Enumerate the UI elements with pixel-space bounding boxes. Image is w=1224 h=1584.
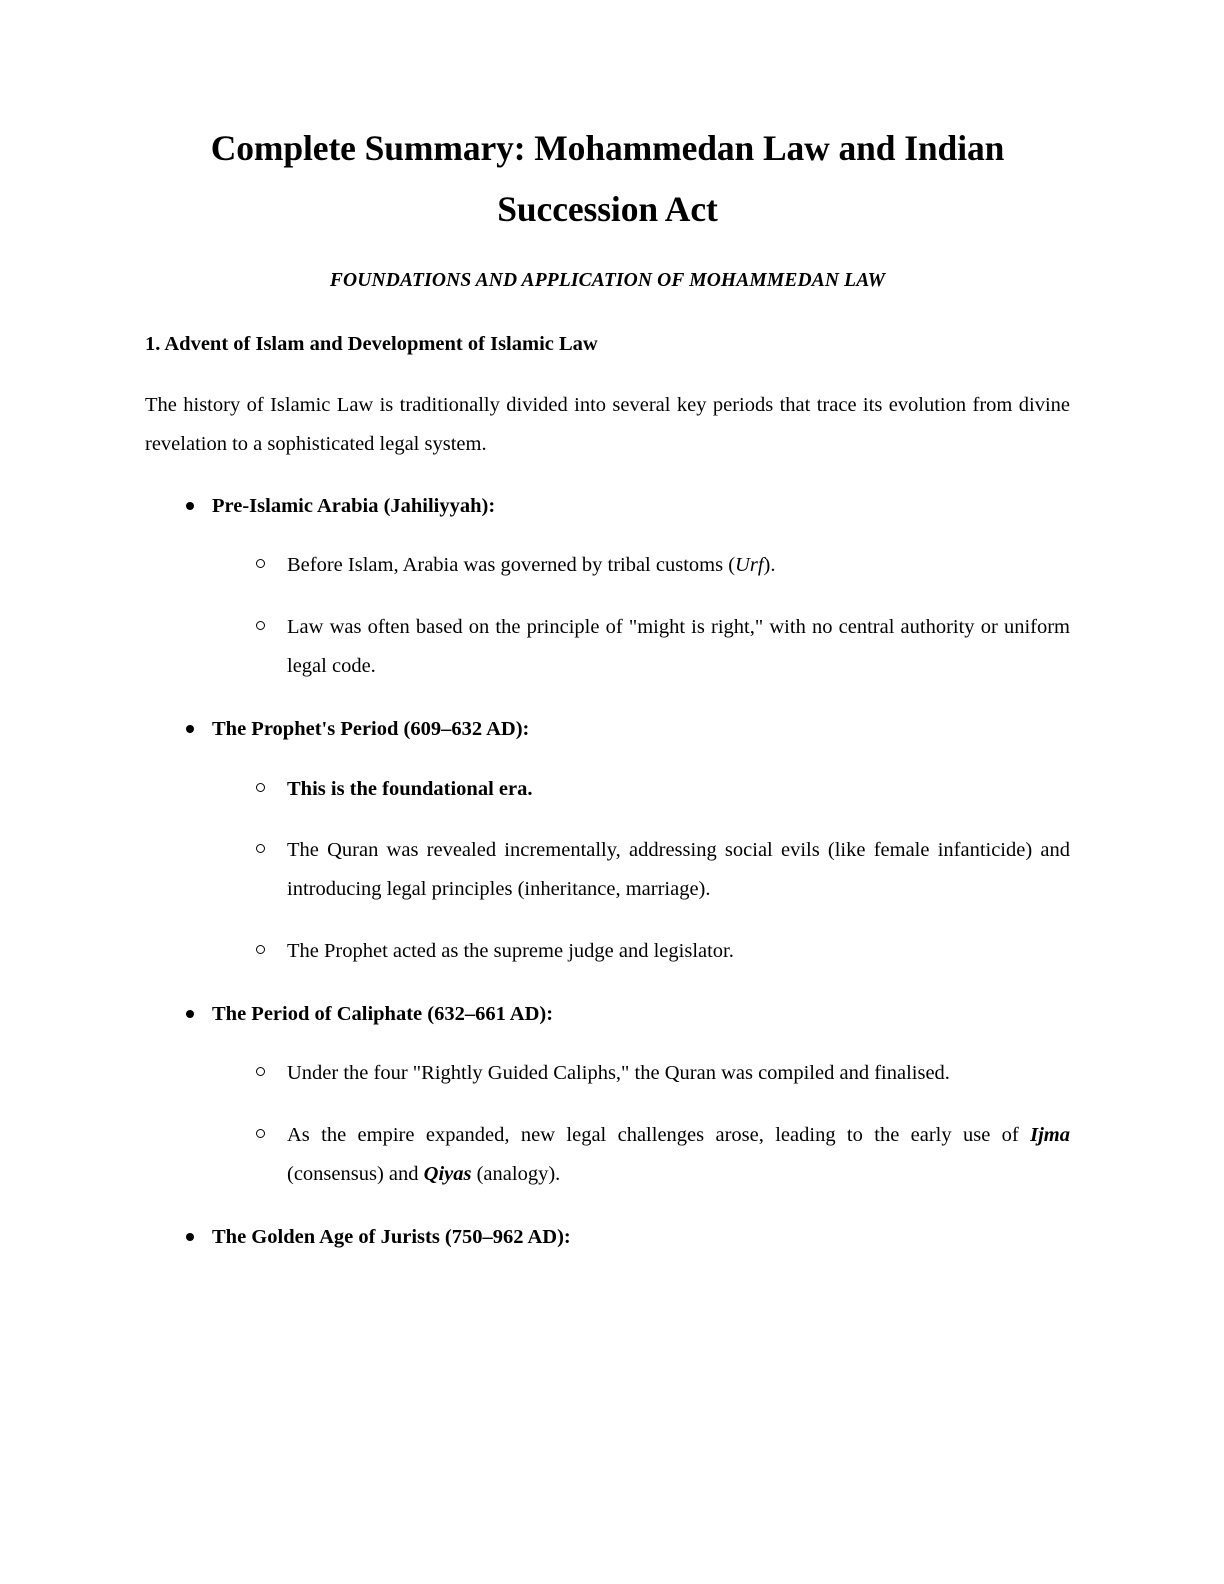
bullet-circle-icon (256, 1129, 265, 1138)
list-item-label: The Prophet's Period (609–632 AD): (212, 718, 530, 741)
document-subtitle: FOUNDATIONS AND APPLICATION OF MOHAMMEDAN LAW (329, 270, 886, 292)
sub-list (212, 770, 1070, 971)
sub-list-item-text: Under the four "Rightly Guided Caliphs," the Quran was compiled and finalised. (287, 1062, 950, 1085)
list-item-label: The Period of Caliphate (632–661 AD): (212, 1003, 554, 1026)
sub-list-item (212, 608, 1070, 687)
bullet-circle-icon (256, 559, 265, 568)
periods-list (145, 487, 1070, 1258)
list-item (145, 487, 1070, 686)
list-item-label: Pre-Islamic Arabia (Jahiliyyah): (212, 494, 496, 517)
sub-list-item-text: Law was often based on the principle of "might is right," with no central authority or uniform legal code. (287, 615, 1070, 677)
sub-list-item (212, 1116, 1070, 1195)
sub-list-item-text (287, 1116, 1070, 1195)
sub-list-item (212, 546, 1070, 585)
sub-list-item-text: This is the foundational era. (287, 777, 533, 800)
sub-text-prefix: Before Islam, Arabia was governed by tribal customs ( (287, 554, 736, 577)
bold-italic-term-qiyas: Qiyas (423, 1163, 472, 1186)
list-item (145, 1218, 1070, 1257)
sub-list (212, 1054, 1070, 1194)
list-item-label: The Golden Age of Jurists (750–962 AD): (212, 1226, 571, 1249)
bullet-disc-icon (186, 502, 194, 510)
bullet-disc-icon (186, 725, 194, 733)
section-heading-1: 1. Advent of Islam and Development of Islamic Law (145, 333, 598, 356)
sub-list-item (212, 770, 1070, 809)
bullet-circle-icon (256, 844, 265, 853)
bullet-circle-icon (256, 621, 265, 630)
bullet-circle-icon (256, 1067, 265, 1076)
intro-paragraph: The history of Islamic Law is traditionally divided into several key periods that trace its evolution from divine revelation to a sophisticated legal system. (145, 394, 1070, 456)
sub-text-prefix: As the empire expanded, new legal challenges arose, leading to the early use of (287, 1123, 1031, 1146)
sub-list-item (212, 1054, 1070, 1093)
list-item (145, 710, 1070, 971)
sub-list-item-text: The Quran was revealed incrementally, addressing social evils (like female infanticide) and introducing legal principles (inheritance, marriage). (287, 838, 1070, 901)
bullet-disc-icon (186, 1233, 194, 1241)
sub-list-item (212, 932, 1070, 971)
bullet-circle-icon (256, 783, 265, 792)
sub-text-mid: (consensus) and (287, 1163, 424, 1186)
bold-italic-term-ijma: Ijma (1030, 1123, 1070, 1146)
sub-text-suffix: (analogy). (471, 1163, 561, 1186)
sub-list (212, 546, 1070, 686)
sub-list-item-text (287, 546, 1070, 585)
bullet-disc-icon (186, 1010, 194, 1018)
page-title: Complete Summary: Mohammedan Law and Indian Succession Act (210, 128, 1005, 230)
sub-list-item (212, 831, 1070, 910)
sub-text-suffix: ). (763, 554, 776, 577)
list-item (145, 995, 1070, 1194)
italic-term-urf: Urf (735, 554, 764, 577)
sub-list-item-text: The Prophet acted as the supreme judge and legislator. (287, 939, 734, 962)
bullet-circle-icon (256, 945, 265, 954)
